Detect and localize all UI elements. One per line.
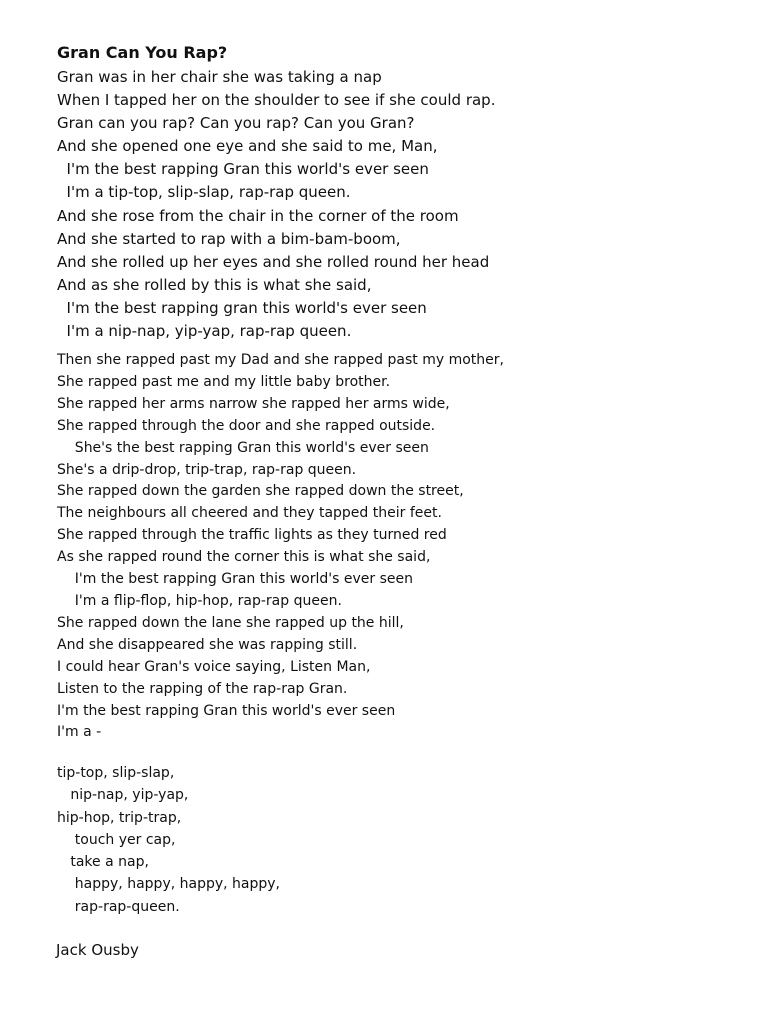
poem-line: She rapped her arms narrow she rapped her arms wide, — [57, 395, 450, 412]
poem-line: She's a drip-drop, trip-trap, rap-rap queen. — [57, 461, 357, 478]
poem-line: The neighbours all cheered and they tapped their feet. — [57, 505, 442, 522]
stanza-1 — [57, 66, 495, 343]
poem-line: nip-nap, yip-yap, — [57, 787, 189, 804]
poem-line: rap-rap-queen. — [57, 898, 180, 915]
poem-line: Gran can you rap? Can you rap? Can you Gran? — [57, 114, 415, 133]
poem-line: She rapped through the traffic lights as they turned red — [57, 527, 447, 544]
stanza-3 — [57, 762, 280, 918]
poem-line: When I tapped her on the shoulder to see if she could rap. — [57, 91, 496, 110]
poem-line: And she rolled up her eyes and she rolled round her head — [57, 252, 490, 271]
poem-line: touch yer cap, — [57, 831, 176, 848]
poem-line: She's the best rapping Gran this world's ever seen — [57, 439, 429, 456]
poem-title: Gran Can You Rap? — [57, 43, 228, 62]
poem-line: And she disappeared she was rapping still. — [57, 636, 358, 653]
stanza-2 — [57, 350, 504, 744]
poem-line: She rapped down the lane she rapped up the hill, — [57, 614, 404, 631]
poem-line: She rapped past me and my little baby brother. — [57, 373, 391, 390]
poem-line: hip-hop, trip-trap, — [57, 809, 182, 826]
poem-line: And as she rolled by this is what she said, — [57, 275, 372, 294]
poem-line: I'm the best rapping Gran this world's ever seen — [57, 702, 396, 719]
poem-line: tip-top, slip-slap, — [57, 765, 175, 781]
poem-line: And she opened one eye and she said to me, Man, — [57, 137, 438, 156]
poem-line: I'm the best rapping Gran this world's ever seen — [57, 571, 413, 588]
poem-line: Gran was in her chair she was taking a nap — [57, 68, 382, 86]
poem-line: take a nap, — [57, 854, 149, 871]
author-name: Jack Ousby — [56, 941, 139, 959]
poem-line: I could hear Gran's voice saying, Listen Man, — [57, 658, 371, 675]
poem-line: Listen to the rapping of the rap-rap Gran. — [57, 680, 348, 697]
poem-line: She rapped down the garden she rapped down the street, — [57, 483, 464, 500]
poem-line: As she rapped round the corner this is what she said, — [57, 549, 431, 566]
poem-line: I'm a nip-nap, yip-yap, rap-rap queen. — [57, 322, 352, 341]
poem-line: Then she rapped past my Dad and she rapped past my mother, — [57, 352, 504, 368]
poem-line: I'm a tip-top, slip-slap, rap-rap queen. — [57, 183, 351, 202]
poem-line: I'm the best rapping Gran this world's ever seen — [57, 160, 429, 179]
poem-line: And she rose from the chair in the corner of the room — [57, 206, 459, 225]
poem-line: I'm the best rapping gran this world's ever seen — [57, 298, 427, 317]
poem-line: And she started to rap with a bim-bam-boom, — [57, 229, 401, 248]
poem-line: I'm a - — [57, 724, 102, 741]
poem-line: She rapped through the door and she rapped outside. — [57, 417, 436, 434]
poem-line: I'm a flip-flop, hip-hop, rap-rap queen. — [57, 592, 342, 609]
poem-line: happy, happy, happy, happy, — [57, 876, 280, 893]
